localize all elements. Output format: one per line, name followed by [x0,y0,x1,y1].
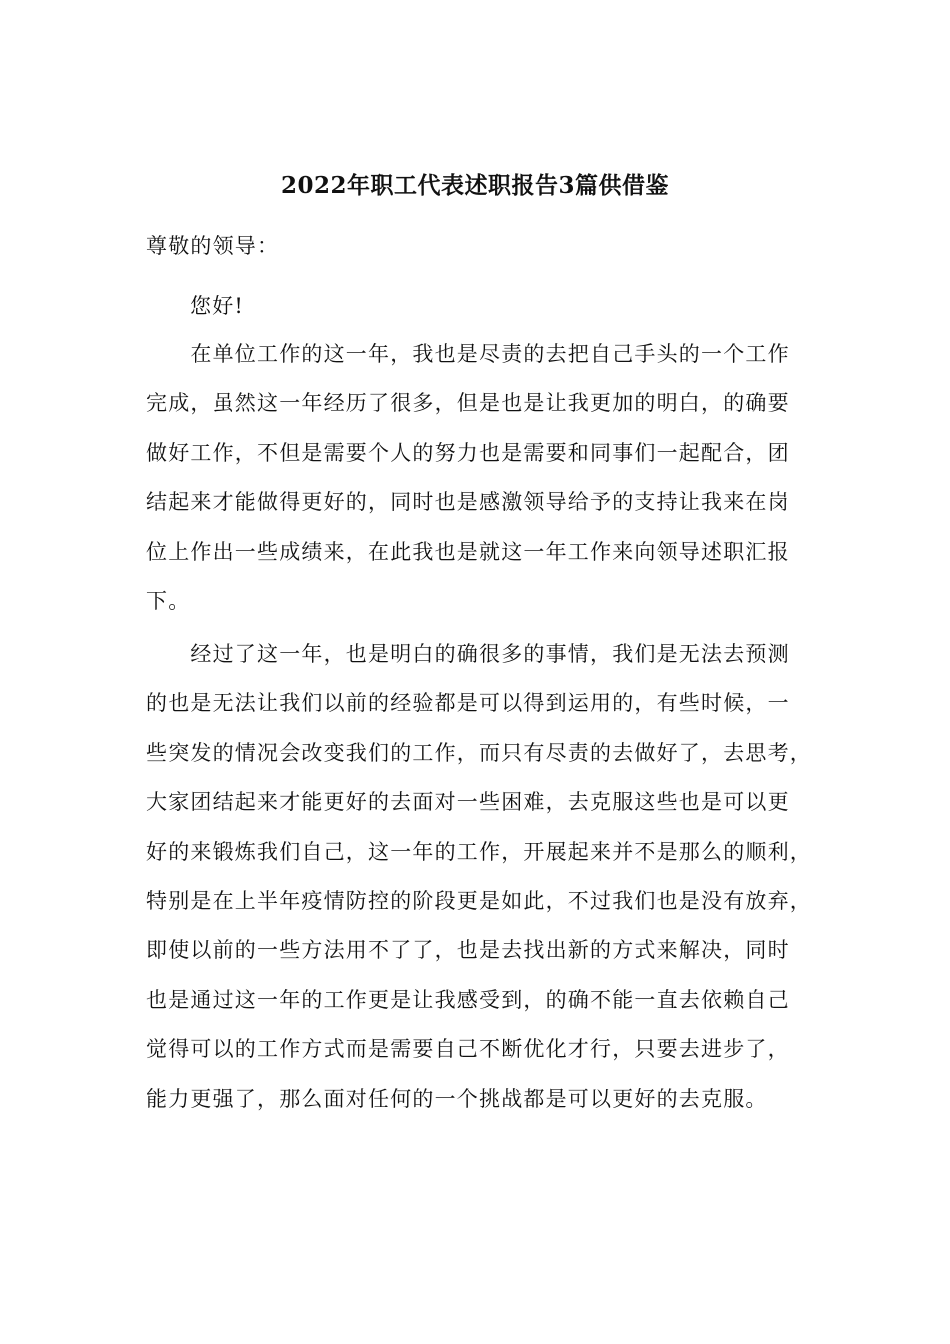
paragraph-line: 完成，虽然这一年经历了很多，但是也是让我更加的明白，的确要 [146,391,790,416]
paragraph-line: 的也是无法让我们以前的经验都是可以得到运用的，有些时候，一 [146,691,790,716]
paragraph-line: 大家团结起来才能更好的去面对一些困难，去克服这些也是可以更 [146,790,790,815]
paragraph-line: 位上作出一些成绩来，在此我也是就这一年工作来向领导述职汇报 [146,539,790,564]
paragraph-line: 结起来才能做得更好的，同时也是感激领导给予的支持让我来在岗 [146,490,790,515]
paragraph-line: 也是通过这一年的工作更是让我感受到，的确不能一直去依赖自己 [146,987,790,1012]
document-title: 2022年职工代表述职报告3篇供借鉴 [280,172,670,199]
paragraph-line: 些突发的情况会改变我们的工作，而只有尽责的去做好了，去思考， [146,740,812,765]
paragraph-line: 觉得可以的工作方式而是需要自己不断优化才行，只要去进步了， [146,1037,790,1062]
salutation: 尊敬的领导： [146,234,280,258]
paragraph-line: 能力更强了，那么面对任何的一个挑战都是可以更好的去克服。 [146,1086,768,1111]
paragraph-line: 在单位工作的这一年，我也是尽责的去把自己手头的一个工作 [146,342,790,366]
greeting: 您好! [190,294,245,318]
paragraph-line: 下。 [146,588,191,613]
paragraph-line: 经过了这一年，也是明白的确很多的事情，我们是无法去预测 [146,642,790,666]
paragraph-line: 特别是在上半年疫情防控的阶段更是如此，不过我们也是没有放弃， [146,888,812,913]
paragraph-1 [146,330,806,626]
paragraph-2 [146,630,812,1124]
paragraph-line: 做好工作，不但是需要个人的努力也是需要和同事们一起配合，团 [146,440,790,465]
paragraph-line: 即使以前的一些方法用不了了，也是去找出新的方式来解决，同时 [146,938,790,963]
paragraph-line: 好的来锻炼我们自己，这一年的工作，开展起来并不是那么的顺利， [146,839,812,864]
